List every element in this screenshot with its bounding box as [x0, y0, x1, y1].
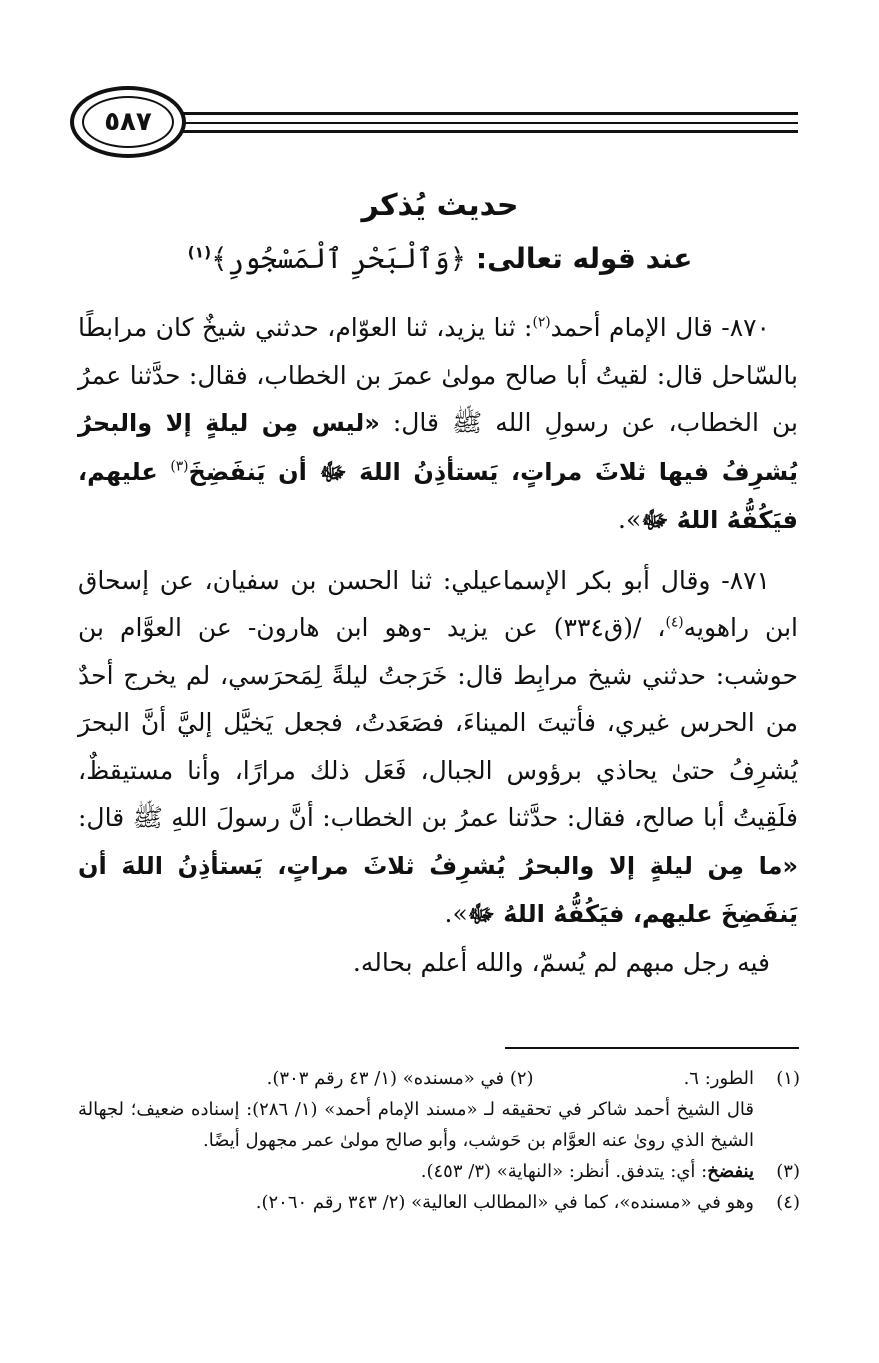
main-text: [78, 304, 798, 986]
paragraph-text: ، /(ق٣٣٤) عن يزيد -وهو ابن هارون- عن العوَّام بن حوشب: حدثني شيخ مرابِط قال: خَرَجتُ ليلةً لِمَحرَسي، لم يخرج أحدٌ من الحرس غيري، فأتيتَ الميناءَ، فصَعَدتُ، فجعل يَخيَّل إليَّ أنَّ البحرَ يُشرِفُ حتىٰ يحاذي برؤوس الجبال، فَعَل ذلك مرارًا، وأنا مستيقظٌ، فلَقِيتُ أبا صالح، فقال: حدَّثنا عمرُ بن الخطاب: أنَّ رسولَ اللهِ ﷺ قال:: [78, 613, 798, 832]
footnote-text: الطور: ٦.: [683, 1068, 754, 1089]
footnote: [78, 1094, 800, 1156]
paragraph-text: : ثنا يزيد، ثنا العوّام، حدثني شيخٌ كان مرابطًا بالسّاحل قال: لقيتُ أبا صالح مولىٰ عمرَ بن الخطاب، فقال: حدَّثنا عمرُ بن الخطاب، عن رسولِ الله ﷺ قال:: [78, 313, 798, 437]
footnote-text: في «مسنده» (١/ ٤٣ رقم ٣٠٣).: [266, 1068, 505, 1089]
header-rule: [110, 130, 798, 133]
subtitle-prefix: عند قوله تعالى:: [466, 242, 693, 275]
footnote-ref: (٤): [665, 614, 684, 631]
quran-verse: ﴿وَٱلْبَحْرِ ٱلْمَسْجُورِ﴾: [211, 242, 467, 275]
footnote-ref: (٢): [532, 314, 551, 331]
hadith-paragraph: [78, 304, 798, 545]
footnote-inline: [267, 1063, 534, 1094]
footnote: [78, 1187, 800, 1218]
header-rule: [110, 122, 798, 124]
footnote-text: [78, 1156, 754, 1187]
footnote-text: [78, 1063, 754, 1094]
footnote-text: قال الشيخ أحمد شاكر في تحقيقه لـ «مسند الإمام أحمد» (١/ ٢٨٦): إسناده ضعيف؛ لجهالة الشيخ الذي روىٰ عنه العوَّام بن حَوشب، وأبو صالح مولىٰ عمر مجهول أيضًا.: [78, 1099, 754, 1151]
footnote: [78, 1156, 800, 1187]
chapter-title: حديث يُذكر: [361, 188, 519, 223]
page-number-badge: [70, 86, 186, 158]
paragraph-text: ».: [618, 505, 642, 534]
hadith-number: ٨٧١-: [721, 565, 770, 595]
hadith-paragraph: [78, 557, 798, 939]
page-number: ٥٨٧: [104, 107, 152, 137]
hadith-quote: «ليس مِن ليلةٍ إلا والبحرُ يُشرِفُ فيها ثلاثَ مراتٍ، يَستأذِنُ اللهَ ﷻ أن يَنفَضِخَ: [78, 409, 798, 486]
footnote-divider: [505, 1047, 799, 1049]
hadith-number: ٨٧٠-: [721, 313, 770, 342]
header-rule: [110, 112, 798, 115]
footnote-number: (٤): [776, 1192, 800, 1213]
paragraph-text: ».: [444, 899, 468, 928]
footnote-number: (٣): [776, 1161, 800, 1182]
hadith-quote: «ما مِن ليلةٍ إلا والبحرُ يُشرِفُ ثلاثَ مراتٍ، يَستأذِنُ اللهَ أن يَنفَضِخَ عليهم، فيَكُفُّهُ اللهُ ﷻ: [78, 851, 798, 928]
footnote-text: وهو في «مسنده»، كما في «المطالب العالية» (٢/ ٣٤٣ رقم ٢٠٦٠).: [255, 1192, 754, 1213]
closing-remark: فيه رجل مبهم لم يُسمّ، والله أعلم بحاله.: [352, 947, 770, 977]
hadith-quote: عليهم، فيَكُفُّهُ اللهُ ﷻ: [78, 457, 798, 534]
paragraph-gap: [78, 545, 798, 557]
footnotes: [78, 1063, 800, 1218]
chapter-headings: [80, 178, 800, 284]
footnote-term: ينفضخ: [707, 1161, 754, 1182]
chapter-subtitle: [80, 234, 800, 284]
footnote-number: (١): [776, 1068, 800, 1089]
footnote-number: [754, 1094, 800, 1156]
footnote: [78, 1063, 800, 1094]
paragraph-text: وقال أبو بكر الإسماعيلي: ثنا الحسن بن سفيان، عن إسحاق ابن راهويه: [78, 565, 798, 642]
footnote-ref: (٣): [170, 458, 189, 475]
paragraph-text: قال الإمام أحمد: [550, 313, 722, 342]
footnote-text: : أي: يتدفق. أنظر: «النهاية» (٣/ ٤٥٣).: [420, 1161, 708, 1182]
footnote-ref: (١): [187, 243, 212, 262]
footnote-number: (٢): [509, 1068, 534, 1089]
page-header: [70, 86, 798, 162]
